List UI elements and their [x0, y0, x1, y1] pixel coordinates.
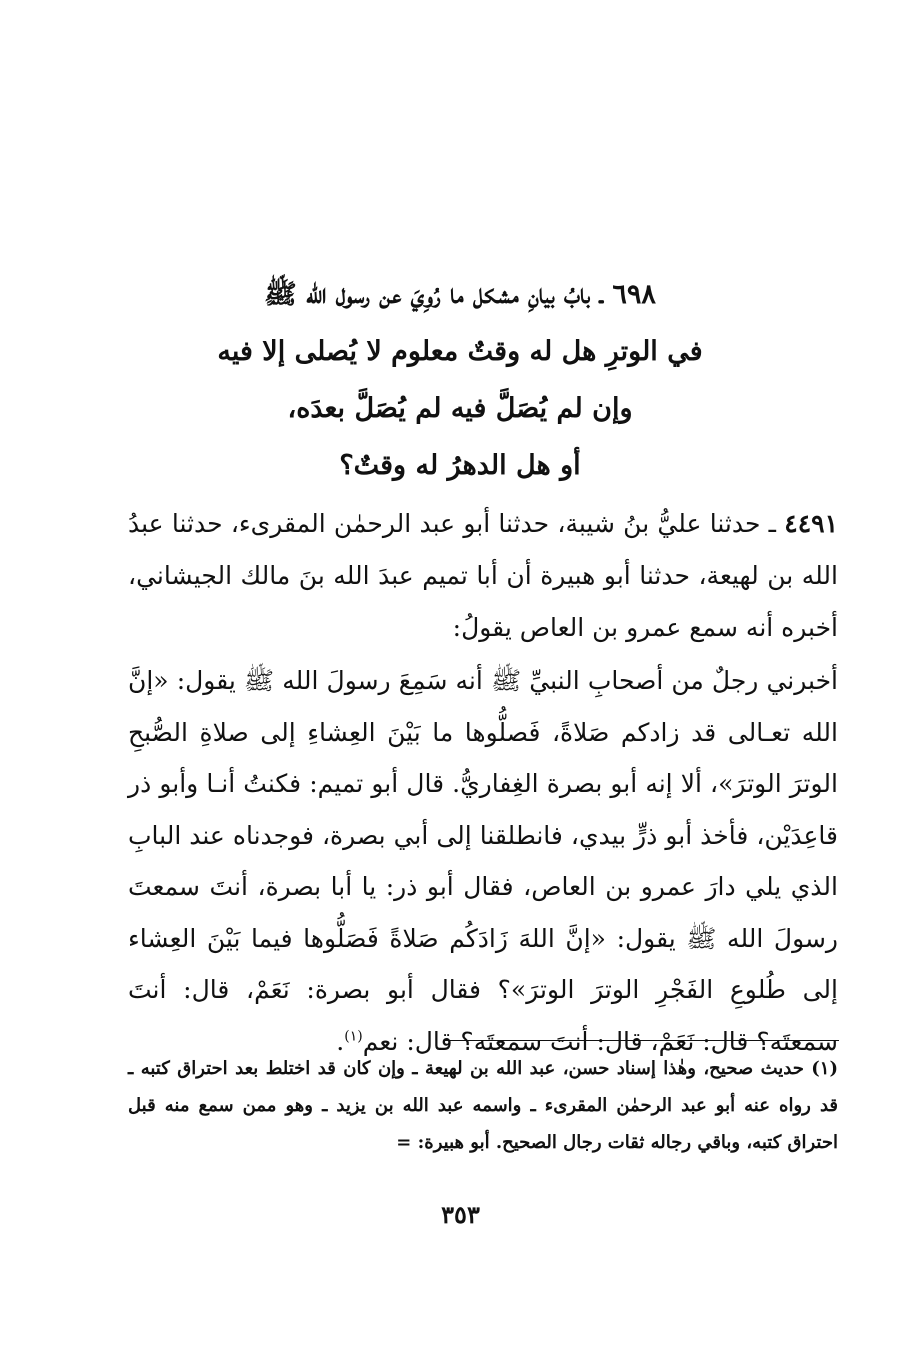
hadith-matn-paragraph: أخبرني رجلٌ من أصحابِ النبيِّ ﷺ أنه سَمِعَ رسولَ الله ﷺ يقول: «إنَّ الله تعـالى قد زادكم صَلاةً، فَصلُّوها ما بَيْنَ العِشاءِ إلى صلاةِ الصُّبحِ الوترَ الوترَ»، ألا إنه أبو بصرة الغِفاريُّ. قال أبو تميم: فكنتُ أنـا وأبو ذر قاعِدَيْن، فأخذ أبو ذرٍّ بيدي، فانطلقنا إلى أبي بصرة، فوجدناه عند البابِ الذي يلي دارَ عمرو بن العاص، فقال أبو ذر: يا أبا بصرة، أنتَ سمعتَ رسولَ الله ﷺ يقول: «إنَّ اللهَ زَادَكُم صَلاةً فَصَلُّوها فيما بَيْنَ العِشاء إلى طُلوعِ الفَجْرِ الوترَ الوترَ»؟ فقال أبو بصرة: نَعَمْ، قال: أنتَ سمعتَه؟ قال: نَعَمْ، قال: أنتَ سمعتَه؟ قال: نعم$^{(١)}$. — [128, 666, 839, 1056]
hadith-number: ٤٤٩١ — [784, 509, 839, 538]
footnotes-section — [128, 1050, 838, 1161]
chapter-heading-line-3: وإن لم يُصَلَّ فيه لم يُصَلَّ بعدَه، — [287, 393, 633, 424]
footnote-1: (١) حديث صحيح، وهٰذا إسناد حسن، عبد الله بن لهيعة ـ وإن كان قد اختلط بعد احتراق كتبه ـ قد رواه عنه أبو عبد الرحمٰن المقرىء ـ واسمه عبد الله بن يزيد ـ وهو ممن سمع منه قبل احتراق كتبه، وباقي رجاله ثقات رجال الصحيح. أبو هبيرة: = — [128, 1058, 838, 1153]
footnote-divider — [444, 1040, 839, 1041]
hadith-isnad: ـ حدثنا عليُّ بنُ شيبة، حدثنا أبو عبد الرحمٰن المقرىء، حدثنا عبدُ الله بن لهيعة، حدثنا أبو هبيرة أن أبا تميم عبدَ الله بنَ مالك الجيشاني، أخبره أنه سمع عمرو بن العاص يقولُ: — [128, 509, 838, 642]
chapter-heading-line-4: أو هل الدهرُ له وقتٌ؟ — [339, 450, 581, 481]
hadith-isnad-paragraph — [128, 498, 838, 654]
hadith-matn: أخبرني رجلٌ من أصحابِ النبيِّ ﷺ أنه سَمِعَ رسولَ الله ﷺ يقول: «إنَّ الله تعـالى قد زادكم صَلاةً، فَصلُّوها ما بَيْنَ العِشاءِ إلى صلاةِ الصُّبحِ الوترَ الوترَ»، ألا إنه أبو بصرة الغِفاريُّ. قال أبو تميم: فكنتُ أنـا وأبو ذر قاعِدَيْن، فأخذ أبو ذرٍّ بيدي، فانطلقنا إلى أبي بصرة، فوجدناه عند البابِ الذي يلي دارَ عمرو بن العاص، فقال أبو ذر: يا أبا بصرة، أنتَ سمعتَ رسولَ الله ﷺ يقول: «إنَّ اللهَ زَادَكُم صَلاةً فَصَلُّوها فيما بَيْنَ العِشاء إلى طُلوعِ الفَجْرِ الوترَ الوترَ»؟ فقال أبو بصرة: نَعَمْ، قال: أنتَ سمعتَه؟ قال: نَعَمْ، قال: أنتَ سمعتَه؟ قال: نعم — [128, 666, 839, 1056]
chapter-heading — [150, 266, 770, 494]
page-number: ٣٥٣ — [441, 1200, 480, 1229]
chapter-heading-line-2: في الوترِ هل له وقتٌ معلوم لا يُصلى إلا فيه — [217, 336, 703, 367]
chapter-heading-line-1: ٦٩٨ ـ بابُ بيانِ مشكل ما رُوِيَ عن رسول الله ﷺ — [264, 279, 656, 310]
footnote-reference: (١) — [344, 1028, 363, 1045]
